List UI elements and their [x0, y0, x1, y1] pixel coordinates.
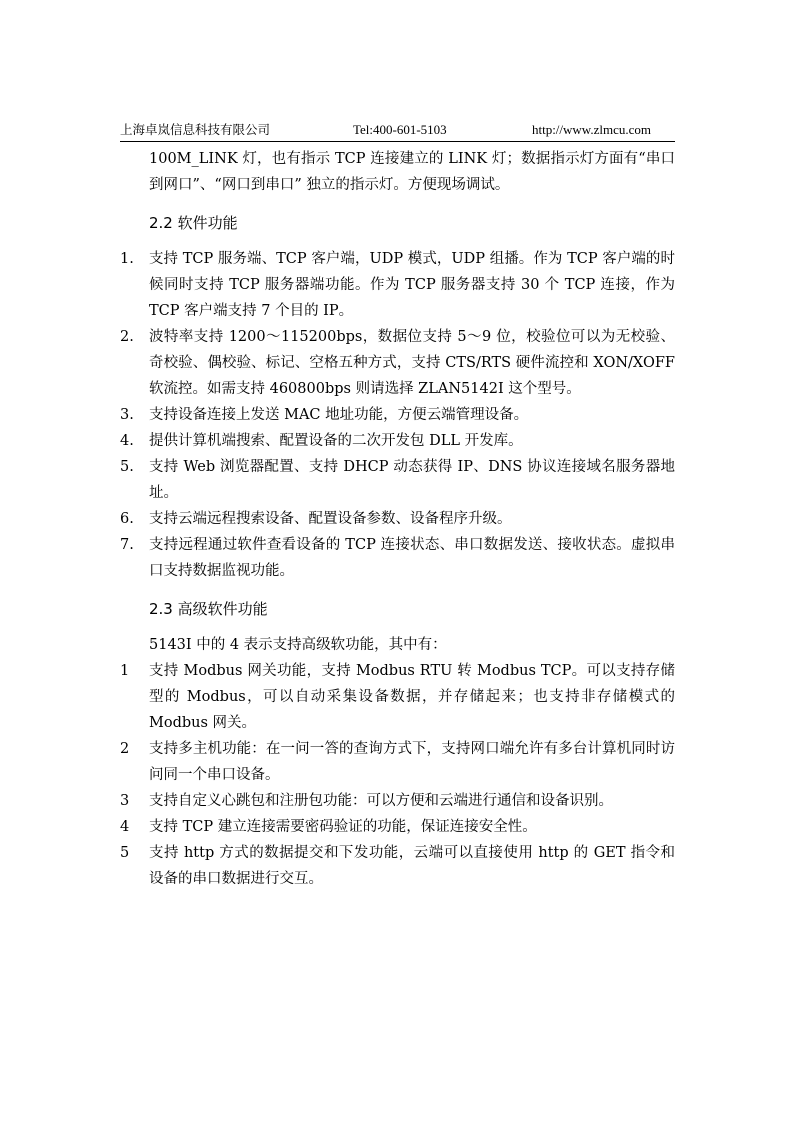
advanced-intro: 5143I 中的 4 表示支持高级软功能，其中有： — [149, 637, 447, 653]
list-text: 支持远程通过软件查看设备的 TCP 连接状态、串口数据发送、接收状态。虚拟串口支持数据监视功能。 — [149, 537, 675, 579]
list-item — [120, 814, 675, 840]
advanced-feature-list — [120, 658, 675, 892]
list-text: 支持设备连接上发送 MAC 地址功能，方便云端管理设备。 — [149, 407, 529, 423]
list-text: 支持自定义心跳包和注册包功能：可以方便和云端进行通信和设备识别。 — [149, 793, 613, 809]
page-header — [120, 121, 675, 142]
list-text: 支持 TCP 建立连接需要密码验证的功能，保证连接安全性。 — [149, 819, 537, 835]
section-title-software: 2.2 软件功能 — [149, 214, 238, 232]
list-text: 支持 Modbus 网关功能，支持 Modbus RTU 转 Modbus TCP。可以支持存储型的 Modbus，可以自动采集设备数据，并存储起来；也支持非存储模式的 Modbus 网关。 — [149, 663, 675, 731]
header-tel: Tel:400-601-5103 — [353, 122, 447, 137]
list-number: 7. — [120, 537, 134, 553]
list-item — [120, 506, 675, 532]
list-number: 4 — [120, 819, 130, 835]
list-item — [120, 788, 675, 814]
list-item — [120, 454, 675, 506]
list-number: 3. — [120, 407, 134, 423]
list-item — [120, 532, 675, 584]
list-number: 5 — [120, 845, 130, 861]
list-number: 5. — [120, 459, 134, 475]
list-number: 3 — [120, 793, 130, 809]
list-text: 支持 http 方式的数据提交和下发功能，云端可以直接使用 http 的 GET 指令和设备的串口数据进行交互。 — [149, 845, 675, 887]
list-text: 支持多主机功能：在一问一答的查询方式下，支持网口端允许有多台计算机同时访问同一个串口设备。 — [149, 741, 675, 783]
list-item — [120, 402, 675, 428]
list-text: 波特率支持 1200～115200bps，数据位支持 5～9 位，校验位可以为无校验、奇校验、偶校验、标记、空格五种方式，支持 CTS/RTS 硬件流控和 XON/XOFF 软流控。如需支持 460800bps 则请选择 ZLAN5142I 这个型号。 — [149, 329, 675, 397]
list-text: 提供计算机端搜索、配置设备的二次开发包 DLL 开发库。 — [149, 433, 523, 449]
page-content — [120, 146, 675, 892]
list-number: 2. — [120, 329, 134, 345]
list-item — [120, 428, 675, 454]
list-item — [120, 324, 675, 402]
list-item — [120, 246, 675, 324]
list-text: 支持 TCP 服务端、TCP 客户端，UDP 模式，UDP 组播。作为 TCP 客户端的时候同时支持 TCP 服务器端功能。作为 TCP 服务器支持 30 个 TCP 连接，作为 TCP 客户端支持 7 个目的 IP。 — [149, 251, 675, 319]
list-text: 支持云端远程搜索设备、配置设备参数、设备程序升级。 — [149, 511, 512, 527]
list-item — [120, 736, 675, 788]
header-company: 上海卓岚信息科技有限公司 — [120, 122, 271, 137]
list-number: 2 — [120, 741, 130, 757]
section-title-advanced: 2.3 高级软件功能 — [149, 600, 268, 618]
software-feature-list — [120, 246, 675, 584]
intro-paragraph: 100M_LINK 灯，也有指示 TCP 连接建立的 LINK 灯；数据指示灯方面有“串口到网口”、“网口到串口” 独立的指示灯。方便现场调试。 — [149, 151, 675, 193]
list-number: 1 — [120, 663, 130, 679]
list-item — [120, 658, 675, 736]
list-text: 支持 Web 浏览器配置、支持 DHCP 动态获得 IP、DNS 协议连接域名服务器地址。 — [149, 459, 675, 501]
list-number: 4. — [120, 433, 134, 449]
list-number: 6. — [120, 511, 134, 527]
list-item — [120, 840, 675, 892]
header-url: http://www.zlmcu.com — [531, 122, 651, 137]
list-number: 1. — [120, 251, 134, 267]
